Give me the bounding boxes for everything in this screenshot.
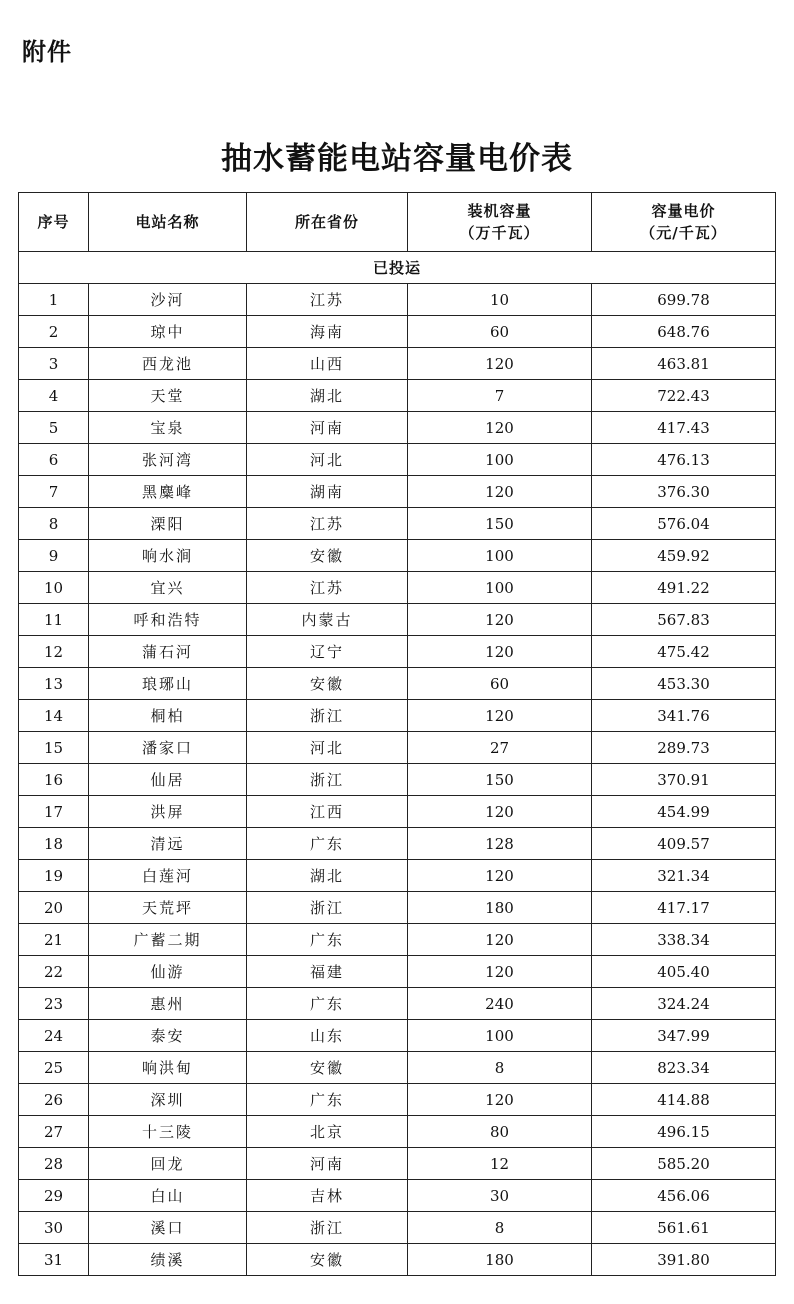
station-name: 沙河: [89, 284, 247, 316]
price-value: 491.22: [592, 572, 776, 604]
row-index: 24: [19, 1020, 89, 1052]
capacity-value: 180: [408, 1244, 592, 1276]
row-index: 19: [19, 860, 89, 892]
station-name: 黑麋峰: [89, 476, 247, 508]
price-value: 648.76: [592, 316, 776, 348]
header-station-name: 电站名称: [89, 193, 247, 252]
price-value: 321.34: [592, 860, 776, 892]
table-row: [19, 604, 776, 636]
province: 安徽: [247, 1244, 408, 1276]
station-name: 仙游: [89, 956, 247, 988]
table-row: [19, 796, 776, 828]
station-name: 琼中: [89, 316, 247, 348]
province: 安徽: [247, 668, 408, 700]
capacity-value: 180: [408, 892, 592, 924]
price-value: 699.78: [592, 284, 776, 316]
row-index: 12: [19, 636, 89, 668]
row-index: 6: [19, 444, 89, 476]
row-index: 9: [19, 540, 89, 572]
capacity-value: 100: [408, 1020, 592, 1052]
header-capacity: [408, 193, 592, 252]
price-value: 338.34: [592, 924, 776, 956]
table-row: [19, 860, 776, 892]
table-row: [19, 508, 776, 540]
table-row: [19, 1244, 776, 1276]
station-name: 张河湾: [89, 444, 247, 476]
capacity-value: 120: [408, 796, 592, 828]
price-value: 576.04: [592, 508, 776, 540]
price-value: 476.13: [592, 444, 776, 476]
header-row: [19, 193, 776, 252]
attachment-label: 附件: [22, 38, 72, 66]
province: 安徽: [247, 540, 408, 572]
province: 山东: [247, 1020, 408, 1052]
province: 山西: [247, 348, 408, 380]
province: 浙江: [247, 700, 408, 732]
row-index: 5: [19, 412, 89, 444]
province: 海南: [247, 316, 408, 348]
table-row: [19, 1052, 776, 1084]
price-value: 456.06: [592, 1180, 776, 1212]
row-index: 16: [19, 764, 89, 796]
row-index: 18: [19, 828, 89, 860]
row-index: 20: [19, 892, 89, 924]
station-name: 惠州: [89, 988, 247, 1020]
province: 湖北: [247, 380, 408, 412]
price-value: 463.81: [592, 348, 776, 380]
station-name: 响洪甸: [89, 1052, 247, 1084]
capacity-value: 100: [408, 444, 592, 476]
capacity-value: 128: [408, 828, 592, 860]
station-name: 白山: [89, 1180, 247, 1212]
row-index: 22: [19, 956, 89, 988]
price-value: 722.43: [592, 380, 776, 412]
section-row: [19, 252, 776, 284]
station-name: 响水涧: [89, 540, 247, 572]
price-value: 585.20: [592, 1148, 776, 1180]
document-title: 抽水蓄能电站容量电价表: [221, 141, 573, 177]
table-row: [19, 1180, 776, 1212]
row-index: 25: [19, 1052, 89, 1084]
price-value: 324.24: [592, 988, 776, 1020]
capacity-value: 240: [408, 988, 592, 1020]
province: 湖南: [247, 476, 408, 508]
capacity-value: 80: [408, 1116, 592, 1148]
station-name: 溪口: [89, 1212, 247, 1244]
row-index: 27: [19, 1116, 89, 1148]
province: 吉林: [247, 1180, 408, 1212]
capacity-value: 120: [408, 348, 592, 380]
capacity-value: 10: [408, 284, 592, 316]
province: 广东: [247, 828, 408, 860]
station-name: 琅琊山: [89, 668, 247, 700]
header-province: 所在省份: [247, 193, 408, 252]
price-value: 370.91: [592, 764, 776, 796]
capacity-value: 12: [408, 1148, 592, 1180]
price-value: 561.61: [592, 1212, 776, 1244]
table-row: [19, 700, 776, 732]
row-index: 3: [19, 348, 89, 380]
station-name: 桐柏: [89, 700, 247, 732]
station-name: 呼和浩特: [89, 604, 247, 636]
header-price: [592, 193, 776, 252]
price-value: 459.92: [592, 540, 776, 572]
station-name: 潘家口: [89, 732, 247, 764]
price-value: 454.99: [592, 796, 776, 828]
station-name: 回龙: [89, 1148, 247, 1180]
row-index: 4: [19, 380, 89, 412]
province: 湖北: [247, 860, 408, 892]
price-value: 417.17: [592, 892, 776, 924]
row-index: 13: [19, 668, 89, 700]
row-index: 11: [19, 604, 89, 636]
table-row: [19, 444, 776, 476]
price-value: 341.76: [592, 700, 776, 732]
province: 江西: [247, 796, 408, 828]
station-name: 泰安: [89, 1020, 247, 1052]
province: 安徽: [247, 1052, 408, 1084]
capacity-value: 150: [408, 508, 592, 540]
table-row: [19, 380, 776, 412]
table-row: [19, 1148, 776, 1180]
price-value: 289.73: [592, 732, 776, 764]
capacity-value: 120: [408, 412, 592, 444]
row-index: 23: [19, 988, 89, 1020]
price-value: 496.15: [592, 1116, 776, 1148]
province: 浙江: [247, 1212, 408, 1244]
price-value: 409.57: [592, 828, 776, 860]
station-name: 十三陵: [89, 1116, 247, 1148]
station-name: 宜兴: [89, 572, 247, 604]
price-table: [18, 192, 776, 1276]
table-row: [19, 636, 776, 668]
station-name: 白莲河: [89, 860, 247, 892]
province: 江苏: [247, 508, 408, 540]
table-row: [19, 924, 776, 956]
price-value: 823.34: [592, 1052, 776, 1084]
table-row: [19, 348, 776, 380]
capacity-value: 27: [408, 732, 592, 764]
province: 福建: [247, 956, 408, 988]
row-index: 21: [19, 924, 89, 956]
province: 浙江: [247, 764, 408, 796]
table-row: [19, 540, 776, 572]
province: 河南: [247, 412, 408, 444]
row-index: 7: [19, 476, 89, 508]
capacity-value: 150: [408, 764, 592, 796]
province: 河北: [247, 444, 408, 476]
table-row: [19, 956, 776, 988]
province: 河北: [247, 732, 408, 764]
header-capacity-title: 装机容量: [467, 202, 532, 220]
capacity-value: 100: [408, 572, 592, 604]
province: 江苏: [247, 284, 408, 316]
capacity-value: 120: [408, 700, 592, 732]
capacity-value: 120: [408, 636, 592, 668]
province: 广东: [247, 1084, 408, 1116]
province: 北京: [247, 1116, 408, 1148]
station-name: 清远: [89, 828, 247, 860]
station-name: 宝泉: [89, 412, 247, 444]
province: 江苏: [247, 572, 408, 604]
price-value: 376.30: [592, 476, 776, 508]
row-index: 28: [19, 1148, 89, 1180]
row-index: 26: [19, 1084, 89, 1116]
capacity-value: 60: [408, 316, 592, 348]
table-row: [19, 988, 776, 1020]
capacity-value: 120: [408, 1084, 592, 1116]
province: 河南: [247, 1148, 408, 1180]
province: 内蒙古: [247, 604, 408, 636]
row-index: 30: [19, 1212, 89, 1244]
station-name: 深圳: [89, 1084, 247, 1116]
table-row: [19, 1116, 776, 1148]
price-value: 414.88: [592, 1084, 776, 1116]
capacity-value: 120: [408, 604, 592, 636]
price-value: 391.80: [592, 1244, 776, 1276]
table-row: [19, 572, 776, 604]
capacity-value: 8: [408, 1212, 592, 1244]
header-price-title: 容量电价: [651, 202, 716, 220]
header-index: 序号: [19, 193, 89, 252]
price-value: 453.30: [592, 668, 776, 700]
row-index: 1: [19, 284, 89, 316]
header-capacity-unit: （万千瓦）: [459, 224, 540, 242]
capacity-value: 120: [408, 476, 592, 508]
station-name: 西龙池: [89, 348, 247, 380]
table-body: [19, 284, 776, 1276]
station-name: 天荒坪: [89, 892, 247, 924]
row-index: 17: [19, 796, 89, 828]
row-index: 8: [19, 508, 89, 540]
province: 广东: [247, 924, 408, 956]
province: 浙江: [247, 892, 408, 924]
capacity-value: 8: [408, 1052, 592, 1084]
capacity-value: 30: [408, 1180, 592, 1212]
price-value: 405.40: [592, 956, 776, 988]
table-row: [19, 1020, 776, 1052]
table-row: [19, 732, 776, 764]
table-row: [19, 764, 776, 796]
table-row: [19, 668, 776, 700]
capacity-value: 120: [408, 924, 592, 956]
row-index: 29: [19, 1180, 89, 1212]
header-price-unit: （元/千瓦）: [640, 224, 727, 242]
station-name: 绩溪: [89, 1244, 247, 1276]
station-name: 仙居: [89, 764, 247, 796]
section-label-operational: 已投运: [19, 252, 776, 284]
station-name: 洪屏: [89, 796, 247, 828]
station-name: 蒲石河: [89, 636, 247, 668]
table-row: [19, 476, 776, 508]
capacity-value: 60: [408, 668, 592, 700]
province: 辽宁: [247, 636, 408, 668]
table-row: [19, 828, 776, 860]
capacity-value: 7: [408, 380, 592, 412]
row-index: 2: [19, 316, 89, 348]
price-value: 347.99: [592, 1020, 776, 1052]
row-index: 10: [19, 572, 89, 604]
price-value: 567.83: [592, 604, 776, 636]
table-row: [19, 892, 776, 924]
table-row: [19, 284, 776, 316]
table-row: [19, 1212, 776, 1244]
station-name: 天堂: [89, 380, 247, 412]
province: 广东: [247, 988, 408, 1020]
capacity-value: 120: [408, 956, 592, 988]
row-index: 14: [19, 700, 89, 732]
table-row: [19, 412, 776, 444]
capacity-value: 100: [408, 540, 592, 572]
table-row: [19, 1084, 776, 1116]
capacity-value: 120: [408, 860, 592, 892]
row-index: 15: [19, 732, 89, 764]
price-value: 417.43: [592, 412, 776, 444]
station-name: 溧阳: [89, 508, 247, 540]
price-value: 475.42: [592, 636, 776, 668]
station-name: 广蓄二期: [89, 924, 247, 956]
table-row: [19, 316, 776, 348]
row-index: 31: [19, 1244, 89, 1276]
